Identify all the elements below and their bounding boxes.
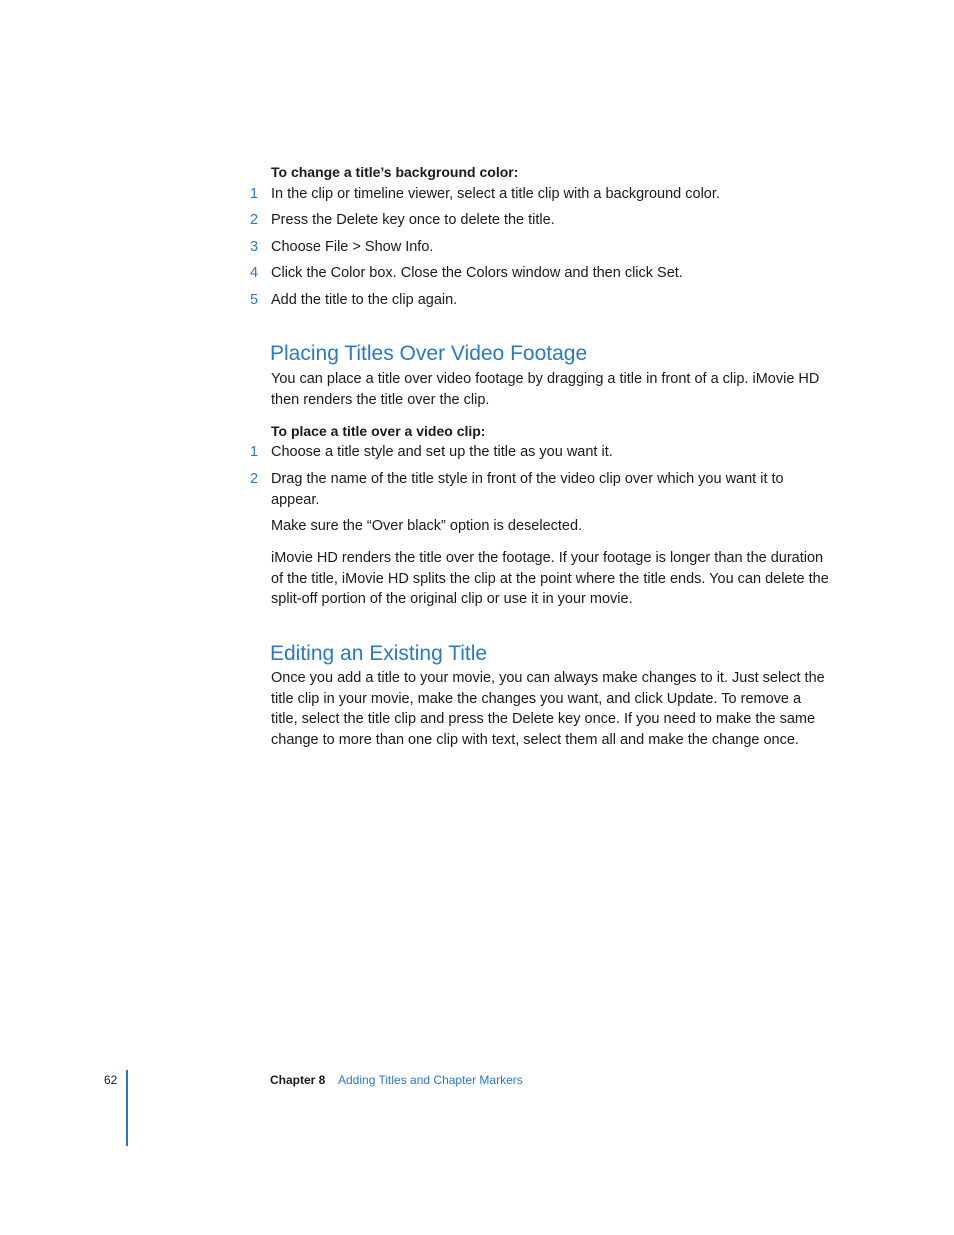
section-paragraph: Once you add a title to your movie, you can always make changes to it. Just select the title clip in your movie, make the changes you want, and click Update. To remove a title, select the title clip and press the Delete key once. If you need to make the same change to more than one clip with text, select them all and make the change once.	[271, 670, 825, 748]
footer-chapter-label: Chapter 8	[270, 1073, 326, 1087]
page-number: 62	[104, 1073, 118, 1087]
step-text: In the clip or timeline viewer, select a title clip with a background color.	[271, 186, 720, 202]
step-number: 4	[250, 265, 259, 281]
step-number: 1	[250, 444, 259, 460]
section-paragraph: iMovie HD renders the title over the footage. If your footage is longer than the duration of the title, iMovie HD splits the clip at the point where the title ends. You can delete the split-off portion of the original clip or use it in your movie.	[271, 550, 829, 607]
footer-divider	[126, 1070, 128, 1146]
step-text: Choose a title style and set up the title as you want it.	[271, 444, 613, 460]
task-heading-background-color: To change a title’s background color:	[271, 164, 519, 180]
step-text: Add the title to the clip again.	[271, 292, 458, 308]
step-text: Drag the name of the title style in front of the video clip over which you want it to appear.	[271, 471, 784, 508]
step-number: 5	[250, 292, 259, 308]
step-number: 1	[250, 186, 259, 202]
footer-chapter-title: Adding Titles and Chapter Markers	[338, 1073, 523, 1087]
step-text: Click the Color box. Close the Colors window and then click Set.	[271, 265, 683, 281]
step-note: Make sure the “Over black” option is deselected.	[271, 518, 583, 534]
task-heading-place-title: To place a title over a video clip:	[271, 423, 486, 439]
step-number: 2	[250, 471, 259, 487]
step-text: Choose File > Show Info.	[271, 239, 434, 255]
section-intro: You can place a title over video footage by dragging a title in front of a clip. iMovie HD then renders the title over the clip.	[271, 371, 820, 408]
section-heading-placing-titles: Placing Titles Over Video Footage	[270, 342, 588, 365]
section-heading-editing-title: Editing an Existing Title	[270, 642, 488, 665]
step-number: 3	[250, 239, 259, 255]
step-number: 2	[250, 212, 259, 228]
step-text: Press the Delete key once to delete the title.	[271, 212, 555, 228]
